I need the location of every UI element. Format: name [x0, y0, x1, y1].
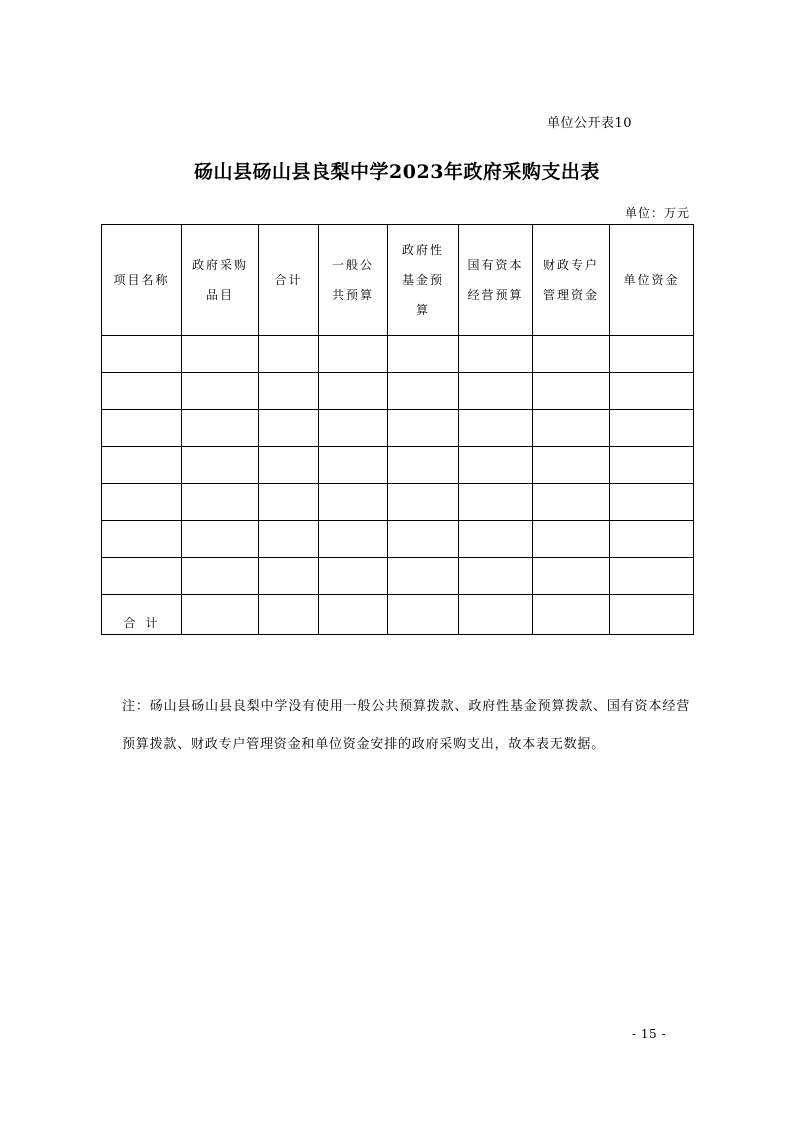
table-cell [319, 558, 388, 595]
table-cell [459, 373, 533, 410]
table-cell [388, 595, 459, 635]
table-cell [182, 410, 259, 447]
table-cell [388, 447, 459, 484]
table-cell [388, 484, 459, 521]
table-cell [259, 410, 319, 447]
table-cell [319, 595, 388, 635]
header-total: 合计 [259, 225, 319, 336]
total-label: 合计 [102, 595, 182, 635]
table-cell [610, 484, 694, 521]
table-row [102, 336, 694, 373]
table-cell [102, 336, 182, 373]
table-cell [319, 410, 388, 447]
table-cell [533, 558, 610, 595]
table-cell [533, 336, 610, 373]
table-cell [388, 558, 459, 595]
table-cell [610, 558, 694, 595]
table-cell [459, 595, 533, 635]
table-cell [259, 447, 319, 484]
header-general-budget: 一般公 共预算 [319, 225, 388, 336]
form-number: 单位公开表10 [546, 116, 632, 131]
header-procurement-category: 政府采购 品目 [182, 225, 259, 336]
table-cell [533, 410, 610, 447]
table-cell [259, 373, 319, 410]
table-cell [610, 336, 694, 373]
table-cell [102, 410, 182, 447]
page-number: - 15 - [631, 1027, 666, 1041]
table-cell [610, 410, 694, 447]
header-unit-funds: 单位资金 [610, 225, 694, 336]
table-row [102, 373, 694, 410]
table-row [102, 447, 694, 484]
table-cell [102, 447, 182, 484]
procurement-table [101, 224, 694, 635]
table-cell [533, 521, 610, 558]
table-cell [388, 410, 459, 447]
table-cell [259, 558, 319, 595]
table-row [102, 521, 694, 558]
table-cell [102, 484, 182, 521]
table-cell [319, 521, 388, 558]
table-row [102, 410, 694, 447]
header-state-capital-budget: 国有资本 经营预算 [459, 225, 533, 336]
total-row [102, 595, 694, 635]
table-cell [610, 595, 694, 635]
table-cell [610, 521, 694, 558]
table-cell [182, 336, 259, 373]
unit-label: 单位：万元 [624, 206, 690, 220]
table-cell [319, 336, 388, 373]
table-cell [459, 336, 533, 373]
table-cell [182, 521, 259, 558]
table-cell [259, 484, 319, 521]
table-cell [182, 373, 259, 410]
table-cell [388, 336, 459, 373]
table-cell [259, 595, 319, 635]
table-cell [459, 484, 533, 521]
header-government-fund-budget: 政府性 基金预 算 [388, 225, 459, 336]
table-cell [319, 373, 388, 410]
table-cell [610, 373, 694, 410]
table-row [102, 484, 694, 521]
table-cell [182, 558, 259, 595]
table-cell [102, 521, 182, 558]
table-cell [102, 558, 182, 595]
table-cell [459, 521, 533, 558]
table-cell [182, 447, 259, 484]
table-cell [459, 410, 533, 447]
table-cell [533, 447, 610, 484]
table-cell [182, 595, 259, 635]
table-cell [319, 484, 388, 521]
table-cell [259, 521, 319, 558]
note-paragraph: 注：砀山县砀山县良梨中学没有使用一般公共预算拨款、政府性基金预算拨款、国有资本经营预算拨款、财政专户管理资金和单位资金安排的政府采购支出，故本表无数据。 [122, 699, 690, 752]
table-cell [610, 447, 694, 484]
table-cell [388, 373, 459, 410]
table-cell [102, 373, 182, 410]
table-cell [259, 336, 319, 373]
table-cell [533, 595, 610, 635]
header-special-account-funds: 财政专户 管理资金 [533, 225, 610, 336]
table-cell [319, 447, 388, 484]
table-row [102, 558, 694, 595]
table-cell [459, 558, 533, 595]
table-cell [182, 484, 259, 521]
table-header-row [102, 225, 694, 336]
table-cell [459, 447, 533, 484]
table-cell [533, 484, 610, 521]
header-project-name: 项目名称 [102, 225, 182, 336]
page-title: 砀山县砀山县良梨中学2023年政府采购支出表 [194, 161, 600, 183]
table-cell [533, 373, 610, 410]
table-cell [388, 521, 459, 558]
